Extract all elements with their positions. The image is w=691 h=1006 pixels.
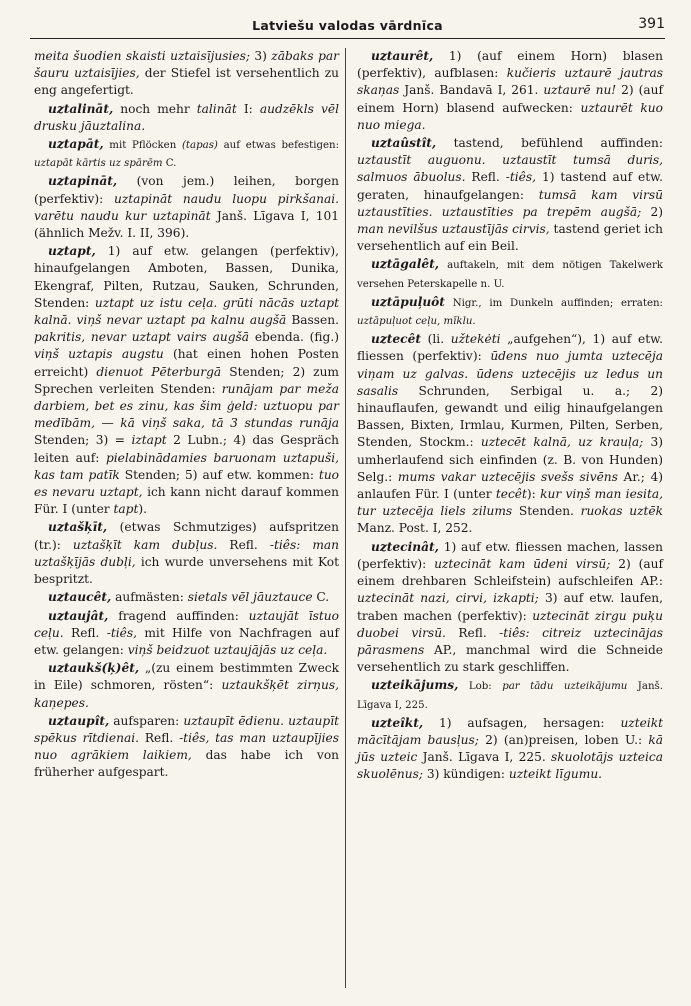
entry-text: Manz. Post. I, 252. [357,521,473,536]
entry-text: (von jem.) leihen, borgen (perfektiv): [34,174,339,206]
entry-text: 1) auf etw. gelangen (perfektiv), hinaufgelangen Amboten, Bassen, Dunika, Ekengraf, Pilten, Rutzau, Sauken, Schrunden, Stenden: [34,244,339,310]
dictionary-entry [357,331,663,537]
example-text: tuo es nevaru uztapt, [34,467,340,500]
entry-text: Ar.; 4) anlaufen Für. I (unter [357,469,663,502]
example-text: uztaupīt ēdienu. uztaupīt spēkus rītdienai. [34,713,339,745]
dictionary-entry [357,256,663,292]
entry-headword: uztapināt, [48,174,118,189]
entry-text: (etwas Schmutziges) aufspritzen (tr.): [34,520,339,552]
entry-headword: uztapt, [48,244,96,259]
example-text: uztaujāt īstuo ceļu. [34,608,339,640]
entry-text: Nigr., im Dunkeln auffinden; erraten: [444,297,663,309]
example-text: meita šuodien skaisti uztaisījusies; [34,49,250,63]
example-text: pielabinādamies baruonam uztapuši, kas tam patīk [34,450,339,482]
entry-text: 3) auf etw. laufen, traben machen (perfektiv): [357,591,663,623]
right-column [357,48,663,784]
entry-text: Lob: [458,681,503,693]
example-text: tecêt [495,487,527,502]
example-text: sietals vēl jāuztauce [187,590,313,605]
dictionary-entry [34,660,339,712]
example-text: uztaurēt kuo nuo miega. [357,100,663,132]
entry-text: 2) (an)preisen, loben U.: [478,732,649,747]
entry-text: 2) [641,204,663,219]
dictionary-entry [34,519,339,588]
entry-text: I: [236,101,260,116]
entry-text: 3) [249,49,272,63]
example-text: man nevilšus uztaustījās cirvis, [357,222,550,237]
example-text: mums vakar uztecējis svešs sivēns [397,469,618,484]
entry-text: Janš. Līgava I, 225. [417,750,552,765]
page-number: 391 [638,16,665,32]
entry-text: ). [138,502,148,517]
example-text: uztapt uz istu ceļa. grūti nācās uztapt kalnā. viņš nevar uztapt pa kalnu augšā [34,295,339,328]
entry-text: auftakeln, mit dem nötigen Takelwerk versehen Peterskapelle n. U. [357,260,663,290]
example-text: uztapāt kārtis uz spārēm [34,158,163,170]
example-text: skuolotājs uzteica skuolēnus; [357,750,663,782]
entry-headword: uztaupît, [48,713,110,728]
example-text: viņš uztapis augstu [34,347,164,362]
entry-text: AP., manchmal wird die Schneide versehentlich zu stark geschliffen. [357,642,663,675]
example-text: runājam par meža darbiem, bet es zinu, kas šim ģeld: uztuopu par medībām, [34,381,339,431]
entry-text: ebenda. (fig.) [249,330,339,345]
dictionary-entry [357,48,663,134]
entry-headword: uztalināt, [48,101,114,116]
entry-text: 3) kündigen: [423,767,509,782]
entry-text: fragend auffinden: [108,608,249,623]
entry-headword: uztaucêt, [48,590,112,605]
entry-text: Janš. Līgava I, 101 (ähnlich Mežv. I. II, 396). [34,208,339,241]
entry-text: mit Pflöcken [103,140,182,152]
example-text: dienuot Pēterburgā [96,364,222,379]
entry-text: Stenden; 5) auf etw. kommen: [119,467,319,482]
entry-text: C. [312,590,330,605]
entry-text: Refl. [63,625,107,640]
entry-text: ich kann nicht darauf kommen Für. I (unter [34,485,339,517]
example-text: pakritis, nevar uztapt vairs augšā [34,330,250,345]
example-text: ūdens nuo jumta uztecēja viņam uz galvas. ūdens uztecējis uz ledus un sasalis [357,349,663,398]
example-text: uztecināt kam ūdeni virsū; [434,556,611,571]
entry-text: der Stiefel ist versehentlich zu eng angefertigt. [34,66,339,98]
dictionary-entry [34,608,339,660]
example-text: -tiês, [106,625,138,640]
example-text: audzēkls vēl drusku jāuztalina. [34,101,339,133]
example-text: uzteikt mācītājam bausļus; [357,715,663,747]
example-text: viņš beidzuot uztaujājās uz ceļa. [127,642,328,657]
dictionary-entry [34,173,339,242]
entry-text: tastend, befühlend auffinden: [436,136,663,151]
entry-text: aufsparen: [109,713,184,728]
entry-text: Refl. [139,730,180,745]
entry-text: Schrunden, Serbigal u. a.; 2) hinauflaufen, gewandt und eilig hinaufgelangen Bassen, Bixten, Irmlau, Kurmen, Pilten, Serben, Stenden, Stockm.: [357,383,663,450]
entry-text: tastend geriet ich versehentlich auf ein Beil. [357,222,663,254]
entry-text: C. [162,158,177,170]
entry-text: aufmästen: [111,590,188,605]
entry-text: Refl. [445,625,500,640]
entry-text: (hat einen hohen Posten erreicht) [34,347,339,379]
entry-text: 1) tastend auf etw. geraten, hinaufgelangen: [357,170,664,202]
entry-text: ich wurde unversehens mit Kot bespritzt. [34,554,339,587]
entry-text: „aufgehen“), 1) auf etw. fliessen (perfektiv): [357,332,663,364]
example-text: uztecināt zirgu puķu duobei virsū. [357,608,664,640]
example-text: tapt [113,502,139,517]
example-text: uztecināt nazi, cirvi, izkapti; [357,591,539,606]
example-text: -tiês, tas man uztaupījies nuo agrākiem laikiem, [34,730,340,763]
entry-text: Bassen. [286,313,339,328]
example-text: užtekėti [450,332,501,347]
entry-text: 2) (auf einem drehbaren Schleifstein) aufschleifen AP.: [357,556,663,589]
entry-headword: uztecêt [371,332,421,347]
example-text: par tādu uzteikājumu [502,681,628,693]
entry-headword: uztaûstît, [371,136,437,151]
dictionary-entry [34,713,339,782]
dictionary-entry [357,135,663,255]
dictionary-entry [34,101,339,135]
dictionary-entry [34,243,339,518]
column-divider [345,48,346,988]
example-text: uztaukšķēt zirņus, kaņepes. [34,678,340,710]
dictionary-entry [34,589,339,606]
entry-text: 1) aufsagen, hersagen: [423,715,621,730]
entry-text: Stenden. [512,504,581,519]
left-column [34,48,339,782]
example-text: kučieris uztaurē jautras skaņas [357,66,664,98]
entry-text: Janš. Līgava I, 225. [357,681,663,711]
example-text: uztašķīt kam dubļus. [72,537,218,552]
example-text: zābaks par šauru uztaisījies, [34,49,339,81]
entry-headword: uztašķīt, [48,520,108,535]
entry-text: 2 Lubn.; 4) das Gespräch leiten auf: [34,433,339,465]
example-text: iztapt [131,433,167,448]
example-text: uztecēt kalnā, uz krauļa; [480,435,644,450]
entry-text: Refl. [465,170,506,185]
entry-headword: uztāpuļuôt [371,294,445,309]
example-text: tumsā kam virsū uztaustīties. uztaustīties pa trepēm augšā; [357,187,663,219]
entry-headword: uztapāt, [48,137,104,152]
entry-headword: uztaujât, [48,608,109,623]
entry-text: Stenden; 2) zum Sprechen verleiten Stenden: [34,364,339,396]
page-header [30,16,665,39]
example-text: talināt [196,101,237,116]
example-text: kā jūs uzteic [357,732,663,765]
example-text: uztaustīt auguonu. uztaustīt tumsā duris, salmuos ābuolus. [357,153,663,185]
entry-headword: uztāgalêt, [371,257,439,272]
dictionary-entry [34,136,339,172]
entry-text: mit Hilfe von Nachfragen auf etw. gelangen: [34,625,339,657]
example-text: uzteikt līgumu. [508,767,603,782]
dictionary-entry [357,677,663,713]
entry-text: auf etwas befestigen: [217,140,339,152]
entry-text: 3) umherlaufend sich einfinden (z. B. von Hunden) Selg.: [357,435,663,484]
example-text: uztapināt naudu luopu pirkšanai. varētu naudu kur uztapināt [34,191,339,223]
entry-headword: uzteikājums, [371,678,459,693]
entry-text: ): [526,487,541,502]
entry-headword: uzteîkt, [371,715,424,730]
dictionary-entry [357,715,663,784]
entry-headword: uztaukš(ķ)êt, [48,661,140,676]
entry-headword: uztaurêt, [371,49,434,63]
entry-text: das habe ich von früherher aufgespart. [34,748,340,780]
dictionary-entry [34,48,339,100]
example-text: -tiês: citreiz uztecinājas pārasmens [357,625,664,657]
entry-text: — [94,416,121,431]
dictionary-entry [357,294,663,330]
entry-text: 2) (auf einem Horn) blasend aufwecken: [357,83,663,115]
entry-text: „(zu einem bestimmten Zweck in Eile) schmoren, rösten“: [34,661,339,693]
dictionary-entry [357,539,663,677]
entry-text: Refl. [217,537,270,552]
example-text: uztāpuļuot ceļu, mīklu. [357,316,476,328]
entry-text: noch mehr [113,101,197,116]
entry-text: Janš. Bandavā I, 261. [399,83,544,98]
entry-text: 1) (auf einem Horn) blasen (perfektiv), aufblasen: [357,49,663,81]
example-text: kur viņš man iesita, tur uztecēja liels zilums [357,487,663,519]
example-text: kā viņš saka, tā 3 stundas runāja [120,416,340,431]
example-text: uztaurē nu! [543,83,617,98]
entry-text: (li. [420,332,451,347]
entry-text: Stenden; 3) = [34,433,132,448]
entry-headword: uztecinât, [371,539,439,554]
entry-text: 1) auf etw. fliessen machen, lassen (perfektiv): [357,539,663,571]
example-text: ruokas uztēk [580,504,664,519]
example-text: -tiês, [505,170,537,185]
example-text: -tiês: man uztašķījās dubļi, [34,537,340,569]
example-text: (tapas) [181,140,218,152]
dictionary-title: Latviešu valodas vārdnīca [252,18,443,33]
